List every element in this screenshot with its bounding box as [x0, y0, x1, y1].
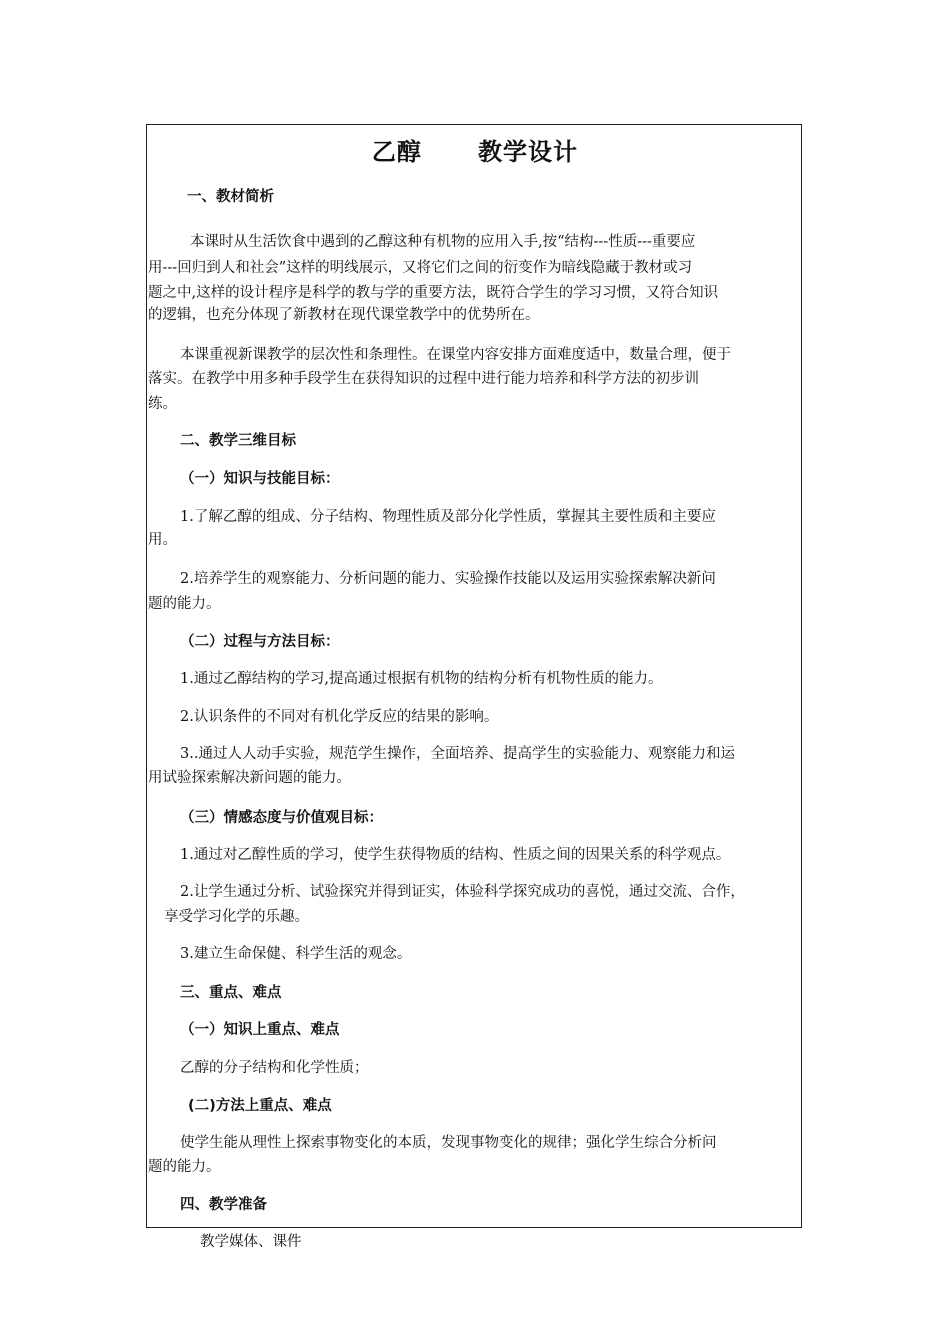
section-heading-objectives: 二、教学三维目标 — [180, 433, 296, 449]
preparation-text: 教学媒体、课件 — [200, 1234, 302, 1250]
page-title: 乙醇 教学设计 — [371, 138, 579, 166]
knowledge-key-point-text: 乙醇的分子结构和化学性质； — [180, 1060, 369, 1076]
knowledge-item-1-line2: 用。 — [148, 532, 177, 548]
subheading-knowledge-key-points: （一）知识上重点、难点 — [180, 1022, 340, 1038]
para2-line1: 本课重视新课教学的层次性和条理性。在课堂内容安排方面难度适中，数量合理，便于 — [180, 347, 731, 363]
knowledge-item-1-line1: 1.了解乙醇的组成、分子结构、物理性质及部分化学性质，掌握其主要性质和主要应 — [180, 509, 716, 525]
subheading-knowledge-skills: （一）知识与技能目标： — [180, 471, 340, 487]
method-key-point-line2: 题的能力。 — [148, 1159, 221, 1175]
para1-line3: 题之中,这样的设计程序是科学的教与学的重要方法，既符合学生的学习习惯，又符合知识 — [148, 285, 719, 301]
section-heading-textbook-analysis: 一、教材简析 — [187, 189, 274, 205]
para2-line3: 练。 — [148, 396, 177, 412]
attitude-item-3: 3.建立生命保健、科学生活的观念。 — [180, 946, 412, 962]
process-item-3-line1: 3..通过人人动手实验，规范学生操作，全面培养、提高学生的实验能力、观察能力和运 — [180, 746, 735, 762]
process-item-3-line2: 用试验探索解决新问题的能力。 — [148, 770, 351, 786]
attitude-item-2-line2: 享受学习化学的乐趣。 — [164, 909, 309, 925]
attitude-item-2-line1: 2.让学生通过分析、试验探究并得到证实，体验科学探究成功的喜悦，通过交流、合作， — [180, 884, 745, 900]
para1-line2: 用---回归到人和社会”这样的明线展示，又将它们之间的衍变作为暗线隐藏于教材或习 — [148, 260, 693, 276]
para2-line2: 落实。在教学中用多种手段学生在获得知识的过程中进行能力培养和科学方法的初步训 — [148, 371, 699, 387]
knowledge-item-2-line1: 2.培养学生的观察能力、分析问题的能力、实验操作技能以及运用实验探索解决新问 — [180, 571, 716, 587]
process-item-1: 1.通过乙醇结构的学习,提高通过根据有机物的结构分析有机物性质的能力。 — [180, 671, 663, 687]
subheading-process-methods: （二）过程与方法目标： — [180, 634, 340, 650]
para1-line1: 本课时从生活饮食中遇到的乙醇这种有机物的应用入手,按“结构---性质---重要应 — [190, 234, 696, 250]
subheading-attitude-values: （三）情感态度与价值观目标： — [180, 810, 383, 826]
attitude-item-1: 1.通过对乙醇性质的学习，使学生获得物质的结构、性质之间的因果关系的科学观点。 — [180, 847, 731, 863]
knowledge-item-2-line2: 题的能力。 — [148, 596, 221, 612]
subheading-method-key-points: (二)方法上重点、难点 — [188, 1098, 332, 1114]
method-key-point-line1: 使学生能从理性上探索事物变化的本质，发现事物变化的规律；强化学生综合分析问 — [180, 1135, 717, 1151]
section-heading-key-points: 三、重点、难点 — [180, 985, 282, 1001]
process-item-2: 2.认识条件的不同对有机化学反应的结果的影响。 — [180, 709, 499, 725]
para1-line4: 的逻辑，也充分体现了新教材在现代课堂教学中的优势所在。 — [148, 307, 540, 323]
section-heading-preparation: 四、教学准备 — [180, 1197, 267, 1213]
